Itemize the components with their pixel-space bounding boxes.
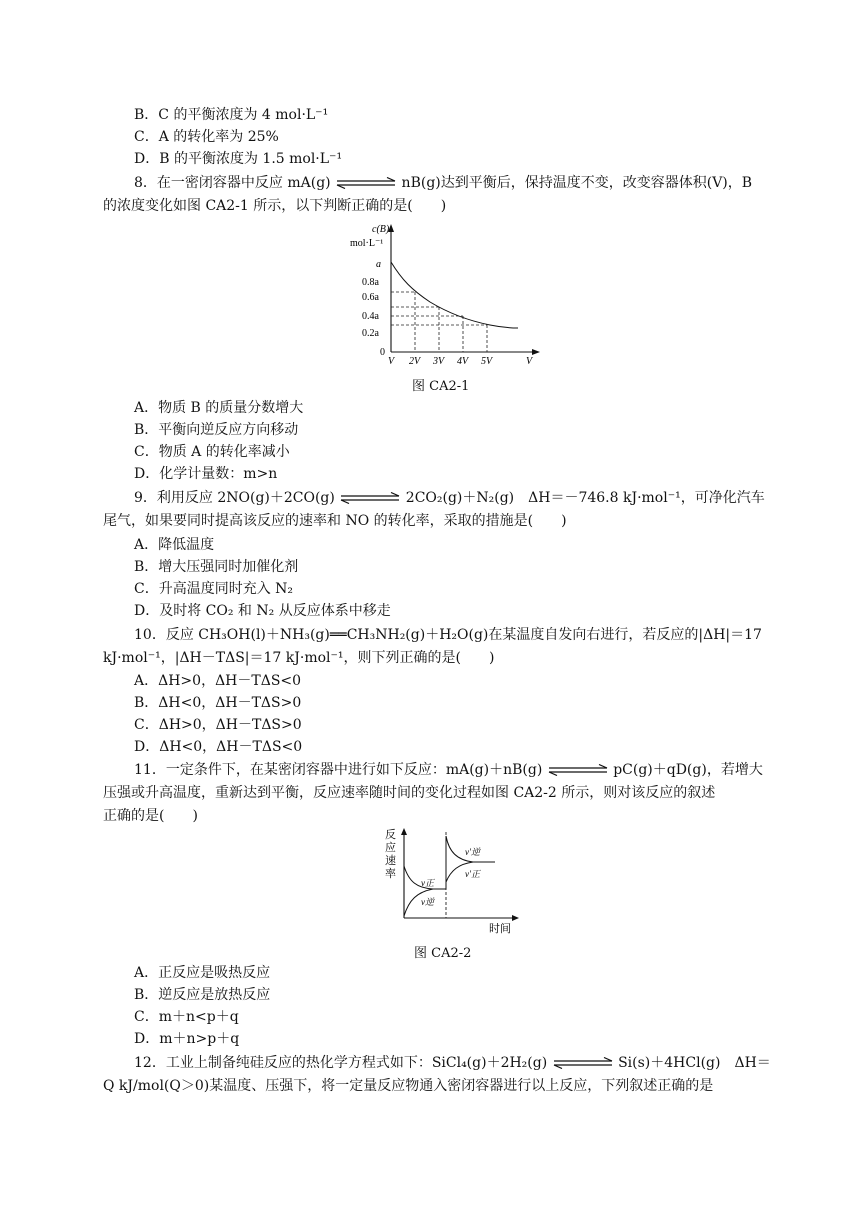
q9-option-d: D．及时将 CO₂ 和 N₂ 从反应体系中移走 bbox=[134, 603, 391, 619]
q7-option-b: B．C 的平衡浓度为 4 mol·L⁻¹ bbox=[134, 107, 329, 123]
fig2-ylabel-char2: 应 bbox=[385, 842, 396, 854]
equilibrium-arrow-icon bbox=[552, 1057, 614, 1069]
fig1-ylabel2: mol·L⁻¹ bbox=[350, 238, 384, 249]
q9-stem-line2: 尾气，如果要同时提高该反应的速率和 NO 的转化率，采取的措施是( ) bbox=[103, 513, 567, 529]
fig1-ytick-0.2a: 0.2a bbox=[362, 328, 379, 339]
fig2-ylabel bbox=[385, 828, 396, 880]
q11-option-b: B．逆反应是放热反应 bbox=[134, 987, 271, 1003]
fig1-xtick-3v: 3V bbox=[433, 356, 445, 367]
fig2-ylabel-char1: 反 bbox=[385, 829, 396, 841]
figure-ca2-2 bbox=[383, 826, 523, 938]
fig2-label-v-forward: v正 bbox=[421, 878, 434, 888]
fig1-ytick-0.8a: 0.8a bbox=[362, 277, 379, 288]
q12-stem-line1 bbox=[134, 1053, 771, 1073]
fig1-xaxis-v: V bbox=[526, 356, 533, 367]
fig2-label-v2-forward: v′正 bbox=[465, 869, 480, 879]
fig1-x-arrow-icon bbox=[532, 349, 540, 355]
q11-option-d: D．m＋n>p＋q bbox=[134, 1031, 240, 1047]
q10-option-a: A．ΔH>0，ΔH－TΔS<0 bbox=[134, 673, 302, 689]
fig1-xtick-5v: 5V bbox=[481, 356, 493, 367]
figure-ca2-2-caption: 图 CA2-2 bbox=[414, 946, 472, 961]
q12-stem-line2: Q kJ/mol(Q＞0)某温度、压强下，将一定量反应物通入密闭容器进行以上反应，下列叙述正确的是 bbox=[103, 1078, 714, 1094]
fig2-y-arrow-icon bbox=[401, 828, 407, 835]
q9-stem-part1: 9．利用反应 2NO(g)＋2CO(g) bbox=[134, 490, 335, 506]
fig2-ylabel-char3: 速 bbox=[385, 855, 396, 867]
q7-option-d: D．B 的平衡浓度为 1.5 mol·L⁻¹ bbox=[134, 151, 343, 167]
fig1-ytick-0.6a: 0.6a bbox=[362, 292, 379, 303]
q8-option-c: C．物质 A 的转化率减小 bbox=[134, 444, 290, 460]
q12-stem-part1: 12．工业上制备纯硅反应的热化学方程式如下：SiCl₄(g)＋2H₂(g) bbox=[134, 1055, 548, 1071]
equilibrium-arrow-icon bbox=[339, 492, 401, 504]
q9-stem-part2: 2CO₂(g)＋N₂(g) ΔH＝－746.8 kJ·mol⁻¹，可净化汽车 bbox=[405, 490, 765, 506]
q11-stem-part2: pC(g)＋qD(g)，若增大 bbox=[613, 762, 763, 778]
q9-stem-line1 bbox=[134, 488, 765, 508]
q11-stem-line1 bbox=[134, 760, 763, 780]
q8-option-a: A．物质 B 的质量分数增大 bbox=[134, 400, 304, 416]
q10-stem-line2: kJ·mol⁻¹，|ΔH－TΔS|＝17 kJ·mol⁻¹，则下列正确的是( ) bbox=[103, 650, 495, 666]
fig2-label-v2-reverse: v′逆 bbox=[465, 847, 480, 857]
equilibrium-arrow-icon bbox=[335, 177, 397, 189]
fig1-ytick-a: a bbox=[376, 259, 381, 270]
q11-option-a: A．正反应是吸热反应 bbox=[134, 965, 271, 981]
fig2-x-arrow-icon bbox=[512, 915, 519, 921]
q9-option-b: B．增大压强同时加催化剂 bbox=[134, 559, 299, 575]
fig1-xtick-2v: 2V bbox=[409, 356, 421, 367]
q12-stem-part2: Si(s)＋4HCl(g) ΔH＝ bbox=[618, 1055, 771, 1071]
q11-option-c: C．m＋n<p＋q bbox=[134, 1009, 239, 1025]
figure-ca2-1 bbox=[340, 222, 550, 370]
equilibrium-arrow-icon bbox=[547, 764, 609, 776]
q11-stem-line3: 正确的是( ) bbox=[103, 808, 198, 824]
fig1-ytick-0: 0 bbox=[380, 347, 385, 358]
q7-option-c: C．A 的转化率为 25% bbox=[134, 129, 279, 145]
fig2-ylabel-char4: 率 bbox=[385, 868, 396, 880]
q8-stem-part1: 8．在一密闭容器中反应 mA(g) bbox=[134, 175, 331, 191]
q11-stem-part1: 11．一定条件下，在某密闭容器中进行如下反应：mA(g)＋nB(g) bbox=[134, 762, 543, 778]
q11-stem-line2: 压强或升高温度，重新达到平衡，反应速率随时间的变化过程如图 CA2-2 所示，则对该反应的叙述 bbox=[103, 785, 716, 801]
q10-option-c: C．ΔH>0，ΔH－TΔS>0 bbox=[134, 717, 302, 733]
fig1-concentration-curve bbox=[391, 262, 518, 328]
fig2-xlabel: 时间 bbox=[489, 923, 511, 935]
q10-option-d: D．ΔH<0，ΔH－TΔS<0 bbox=[134, 739, 303, 755]
fig1-ylabel1: c(B) bbox=[372, 224, 390, 235]
q8-stem-part2: nB(g)达到平衡后，保持温度不变，改变容器体积(V)，B bbox=[401, 175, 753, 191]
q8-stem-line2: 的浓度变化如图 CA2-1 所示，以下判断正确的是( ) bbox=[103, 198, 447, 214]
q9-option-a: A．降低温度 bbox=[134, 537, 215, 553]
q8-option-d: D．化学计量数：m>n bbox=[134, 466, 278, 482]
fig2-label-v-reverse: v逆 bbox=[421, 897, 434, 907]
q10-option-b: B．ΔH<0，ΔH－TΔS>0 bbox=[134, 695, 302, 711]
figure-ca2-1-caption: 图 CA2-1 bbox=[412, 379, 470, 394]
q9-option-c: C．升高温度同时充入 N₂ bbox=[134, 581, 294, 597]
fig1-ytick-0.4a: 0.4a bbox=[362, 311, 379, 322]
fig1-xtick-4v: 4V bbox=[457, 356, 469, 367]
q10-stem-line1: 10．反应 CH₃OH(l)＋NH₃(g)══CH₃NH₂(g)＋H₂O(g)在某温度自发向右进行，若反应的|ΔH|＝17 bbox=[134, 627, 762, 643]
fig1-xtick-v: V bbox=[388, 356, 395, 367]
q8-option-b: B．平衡向逆反应方向移动 bbox=[134, 422, 299, 438]
q8-stem-line1 bbox=[134, 173, 752, 193]
